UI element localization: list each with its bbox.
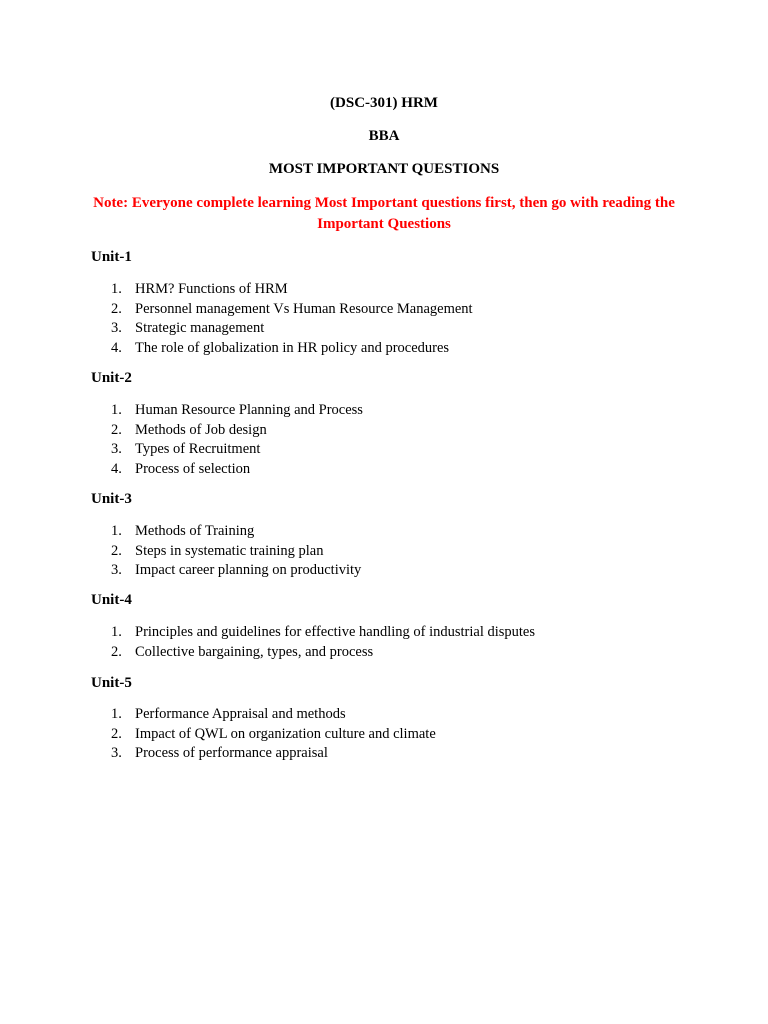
list-item xyxy=(91,725,436,745)
list-item xyxy=(91,401,363,421)
question-number: 1. xyxy=(111,624,122,640)
question-text: Methods of Job design xyxy=(135,421,267,438)
question-text: Process of selection xyxy=(135,460,251,477)
question-text: Impact of QWL on organization culture and climate xyxy=(135,725,436,742)
question-number: 1. xyxy=(111,402,122,418)
unit-2-title: Unit-2 xyxy=(91,370,132,386)
question-number: 2. xyxy=(111,300,122,317)
question-number: 2. xyxy=(111,725,122,742)
question-text: Steps in systematic training plan xyxy=(135,542,324,559)
question-text: Personnel management Vs Human Resource Management xyxy=(135,300,473,317)
program-name: BBA xyxy=(368,128,400,144)
unit-3-title: Unit-3 xyxy=(91,491,132,507)
unit-1-question-list xyxy=(91,280,473,358)
question-number: 2. xyxy=(111,542,122,559)
question-number: 2. xyxy=(111,643,122,660)
question-number: 1. xyxy=(111,281,122,297)
list-item xyxy=(91,744,436,764)
question-text: Process of performance appraisal xyxy=(135,745,328,762)
question-number: 3. xyxy=(111,562,122,579)
list-item xyxy=(91,440,363,460)
unit-5-question-list xyxy=(91,705,436,764)
question-text: Human Resource Planning and Process xyxy=(135,402,363,418)
unit-3-question-list xyxy=(91,522,361,581)
question-text: Types of Recruitment xyxy=(135,441,261,458)
unit-4-title: Unit-4 xyxy=(91,592,132,608)
list-item xyxy=(91,460,363,480)
document-subtitle: MOST IMPORTANT QUESTIONS xyxy=(268,161,500,177)
question-text: The role of globalization in HR policy and procedures xyxy=(135,339,450,356)
question-number: 3. xyxy=(111,320,122,337)
unit-1-title: Unit-1 xyxy=(91,249,132,265)
question-text: HRM? Functions of HRM xyxy=(135,281,288,297)
unit-2-question-list xyxy=(91,401,363,479)
unit-4-question-list xyxy=(91,623,535,662)
list-item xyxy=(91,623,535,643)
list-item xyxy=(91,705,436,725)
question-text: Impact career planning on productivity xyxy=(135,562,362,579)
question-number: 1. xyxy=(111,523,122,539)
list-item xyxy=(91,643,535,663)
list-item xyxy=(91,542,361,562)
list-item xyxy=(91,421,363,441)
question-text: Collective bargaining, types, and process xyxy=(135,643,374,660)
question-number: 1. xyxy=(111,706,122,722)
list-item xyxy=(91,522,361,542)
note-text: Note: Everyone complete learning Most Important questions first, then go with reading the Important Questions xyxy=(93,195,675,232)
document-title: (DSC-301) HRM xyxy=(330,95,438,111)
list-item xyxy=(91,561,361,581)
list-item xyxy=(91,300,473,320)
unit-5-title: Unit-5 xyxy=(91,675,132,691)
list-item xyxy=(91,280,473,300)
list-item xyxy=(91,319,473,339)
question-text: Strategic management xyxy=(135,320,265,337)
question-text: Performance Appraisal and methods xyxy=(135,706,346,722)
question-number: 4. xyxy=(111,339,122,356)
question-number: 3. xyxy=(111,441,122,458)
question-text: Principles and guidelines for effective handling of industrial disputes xyxy=(135,624,536,640)
question-number: 3. xyxy=(111,745,122,762)
question-number: 4. xyxy=(111,460,122,477)
question-text: Methods of Training xyxy=(135,523,255,539)
question-number: 2. xyxy=(111,421,122,438)
list-item xyxy=(91,339,473,359)
